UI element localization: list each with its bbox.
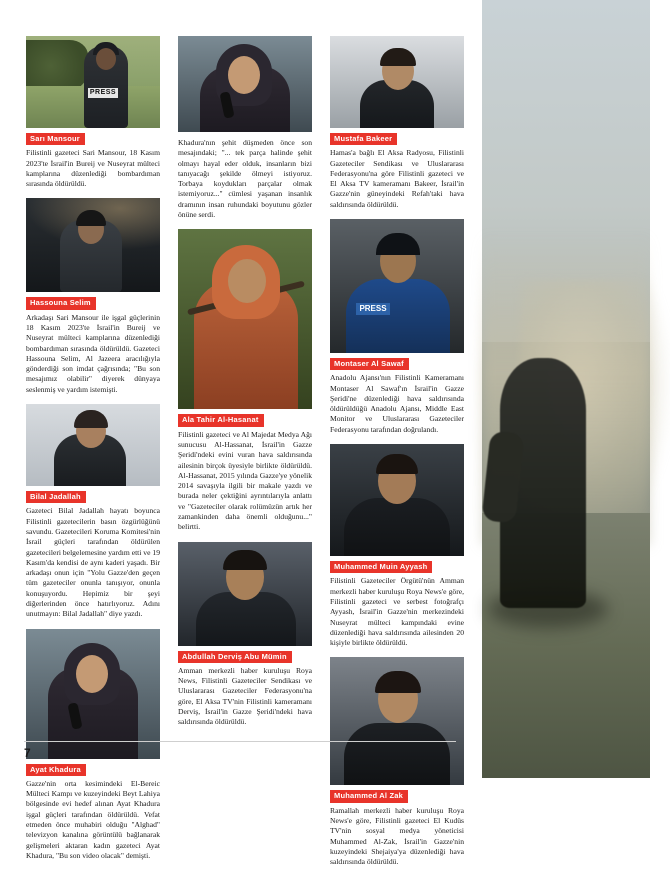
article-bilal-jadallah bbox=[26, 404, 160, 620]
article-text-ayat-khadura: Gazze'nin orta kesimindeki El-Bereic Mülteci Kampı ve kuzeyindeki Beyt Lahiya bölgesinde evi hedef alınan Ayat Khadura işgal güçleri tarafından öldürüldü. Vefat etmeden önce muhabiri olduğu "Alghad" televizyon kanalına görüntülü bağlanarak gelişmeleri aktaran kadın gazeteci Ayat Khadura, "Bu son video olacak" demişti. bbox=[26, 778, 160, 860]
caption-label-mustafa-bakeer: Mustafa Bakeer bbox=[330, 133, 397, 145]
article-mustafa-bakeer bbox=[330, 36, 464, 210]
article-text-bilal-jadallah: Gazeteci Bilal Jadallah hayatı boyunca Filistinli gazetecilerin basın özgürlüğünü savundu. Gazetecileri Koruma Komitesi'nin İsrail güçleri tarafından öldürülen gazetecileri belgelemesine yardım etti ve 19 Kasım'da kendisi de aynı kaderi yaşadı. Bir arkadaşı onun için "Yolu Gazze'den geçen tüm gazeteciler onunla tanışıyor, onunla konuşuyordu. Hepimiz bir şeyi diğerlerinden önce hatırlıyoruz. Adını unutmayın: Bilal Jadallah" diye yazdı. bbox=[26, 506, 160, 619]
hassouna-selim-photo bbox=[26, 198, 160, 292]
montaser-al-sawaf-photo bbox=[330, 219, 464, 353]
article-text-hassouna-selim: Arkadaşı Sari Mansour ile işgal güçlerinin 18 Kasım 2023'te İsrail'in Bureij ve Nuseyrat mülteci kamplarına düzenlediği bombardıman sırasında öldürüldü. Gazeteci Hassouna Selim, Al Jazeera aracılığıyla gönderdiği son imdat çağrısında; "Bu son mesajımız olabilir" diyerek dünyaya seslenmiş ve yardım istemişti. bbox=[26, 312, 160, 394]
caption-label-ayat-khadura: Ayat Khadura bbox=[26, 764, 86, 776]
muhammed-al-zak-photo bbox=[330, 657, 464, 785]
article-text-muhammed-al-zak: Ramallah merkezli haber kuruluşu Roya News'e göre, Filistinli gazeteci El Kudüs TV'nin sosyal medya yöneticisi Muhammed Al-Zak, İsrail'in Gazze'nin kuzeyindeki Shejaiya'ya düzenlediği hava saldırısında öldürüldü. bbox=[330, 805, 464, 867]
caption-label-abdullah-dervis-abu-mumin: Abdullah Derviş Abu Mümin bbox=[178, 651, 292, 663]
press-vest-label: PRESS bbox=[356, 303, 390, 315]
article-ayat-khadura bbox=[26, 629, 160, 862]
press-vest-label: PRESS bbox=[89, 89, 117, 96]
caption-label-montaser-al-sawaf: Montaser Al Sawaf bbox=[330, 358, 409, 370]
tree-shape bbox=[26, 40, 88, 92]
silhouette-figure bbox=[500, 358, 586, 608]
article-abdullah-dervis-abu-mumin bbox=[178, 542, 312, 728]
article-muhammed-al-zak bbox=[330, 657, 464, 867]
hair-shape bbox=[76, 210, 106, 226]
journalist-body bbox=[344, 723, 450, 785]
article-text-sari-mansour: Filistinli gazeteci Sari Mansour, 18 Kasım 2023'te İsrail'in Bureij ve Nuseyrat mülteci kamplarına düzenlediği bombardıman sırasında öldürüldü. bbox=[26, 148, 160, 189]
caption-label-muhammed-muin-ayyash: Muhammed Muin Ayyash bbox=[330, 561, 432, 573]
article-text-muhammed-muin-ayyash: Filistinli Gazeteciler Örgütü'nün Amman merkezli haber kuruluşu Roya News'e göre, Filistinli gazeteci ve serbest fotoğrafçı Ayyash, İsrail'in Gazze'nin merkezindeki Nuseyrat mülteci kampındaki evine düzenlediği hava saldırısında ailesinden 20 kişiyle birlikte öldürüldü. bbox=[330, 576, 464, 648]
column-2 bbox=[178, 36, 312, 737]
journalist-body bbox=[344, 498, 450, 556]
abdullah-dervis-abu-mumin-photo bbox=[178, 542, 312, 646]
article-montaser-al-sawaf bbox=[330, 219, 464, 435]
ayat-khadura-photo bbox=[26, 629, 160, 759]
caption-label-ala-tahir-al-hasanat: Ala Tahir Al-Hasanat bbox=[178, 414, 264, 426]
page-number: 7 bbox=[24, 746, 31, 760]
ala-tahir-al-hasanat-photo bbox=[178, 229, 312, 409]
journalist-body bbox=[346, 279, 450, 353]
bilal-jadallah-photo bbox=[26, 404, 160, 486]
journalist-face bbox=[76, 655, 108, 693]
caption-label-sari-mansour: Sarı Mansour bbox=[26, 133, 85, 145]
caption-label-bilal-jadallah: Bilal Jadallah bbox=[26, 491, 86, 503]
muhammed-muin-ayyash-photo bbox=[330, 444, 464, 556]
article-ala-tahir-al-hasanat bbox=[178, 229, 312, 532]
article-text-ala-tahir-al-hasanat: Filistinli gazeteci ve Al Majedat Medya Ağı sunucusu Al-Hassanat, İsrail'in Gazze Şeridi'ndeki evini vuran hava saldırısında ailesinin birçok üyesiyle birlikte öldürüldü. Al-Hassanat, 2015 yılında Gazze'ye yönelik 2014 savaşıyla ilgili bir makale yazdı ve burada neler çektiğini ayrıntılarıyla anlattı ve "Gazeteciler olarak rolümüzün artık her zamankinden daha önemli olduğunu..." belirtti. bbox=[178, 429, 312, 532]
caption-label-hassouna-selim: Hassouna Selim bbox=[26, 297, 96, 309]
sari-mansour-photo bbox=[26, 36, 160, 128]
article-text-montaser-al-sawaf: Anadolu Ajansı'nın Filistinli Kameramanı Montaser Al Sawaf'ın İsrail'in Gazze Şeridi'ne düzenlediği hava saldırısında öldürüldüğü Anadolu Ajansı, Middle East Monitor ve Uluslararası Gazeteciler Federasyonu tarafından doğrulandı. bbox=[330, 373, 464, 434]
article-khadura-speech bbox=[178, 36, 312, 220]
article-hassouna-selim bbox=[26, 198, 160, 395]
article-text-mustafa-bakeer: Hamas'a bağlı El Aksa Radyosu, Filistinli Gazeteciler Sendikası ve Uluslararası Federasyonu'na göre Filistinli gazeteci ve El Aksa TV kameramanı Bakeer, İsrail'in Gazze'nin güneyindeki Refah'taki hava saldırısında öldürüldü. bbox=[330, 148, 464, 209]
journalist-body bbox=[196, 592, 296, 646]
khadura-speech-photo bbox=[178, 36, 312, 132]
column-1 bbox=[26, 36, 160, 870]
mustafa-bakeer-photo bbox=[330, 36, 464, 128]
footer-divider bbox=[24, 741, 456, 742]
column-3 bbox=[330, 36, 464, 876]
speaker-face bbox=[228, 56, 260, 94]
journalist-head bbox=[96, 48, 116, 70]
article-sari-mansour bbox=[26, 36, 160, 189]
caption-label-muhammed-al-zak: Muhammed Al Zak bbox=[330, 790, 408, 802]
article-muhammed-muin-ayyash bbox=[330, 444, 464, 648]
background-photograph bbox=[482, 0, 650, 778]
article-text-khadura-speech: Khadura'nın şehit düşmeden önce son mesajındaki; "... tek parça halinde şehit olmayı hayal eder olduk, insanların bizi tanıyacağı şekilde ölmeyi istiyoruz. Torbaya koydukları parçalar olmak istemiyoruz..." cümlesi yaşanan insanlık dramının insan ruhundaki boyutunu gözler önüne serdi. bbox=[178, 138, 312, 220]
article-text-abdullah-dervis-abu-mumin: Amman merkezli haber kuruluşu Roya News, Filistinli Gazeteciler Sendikası ve Uluslararası Gazeteciler Federasyonu'na göre, El Aksa TV'nin Filistinli kameramanı Derviş, İsrail'in Gazze Şeridi'ndeki hava saldırısında öldürüldü. bbox=[178, 665, 312, 727]
